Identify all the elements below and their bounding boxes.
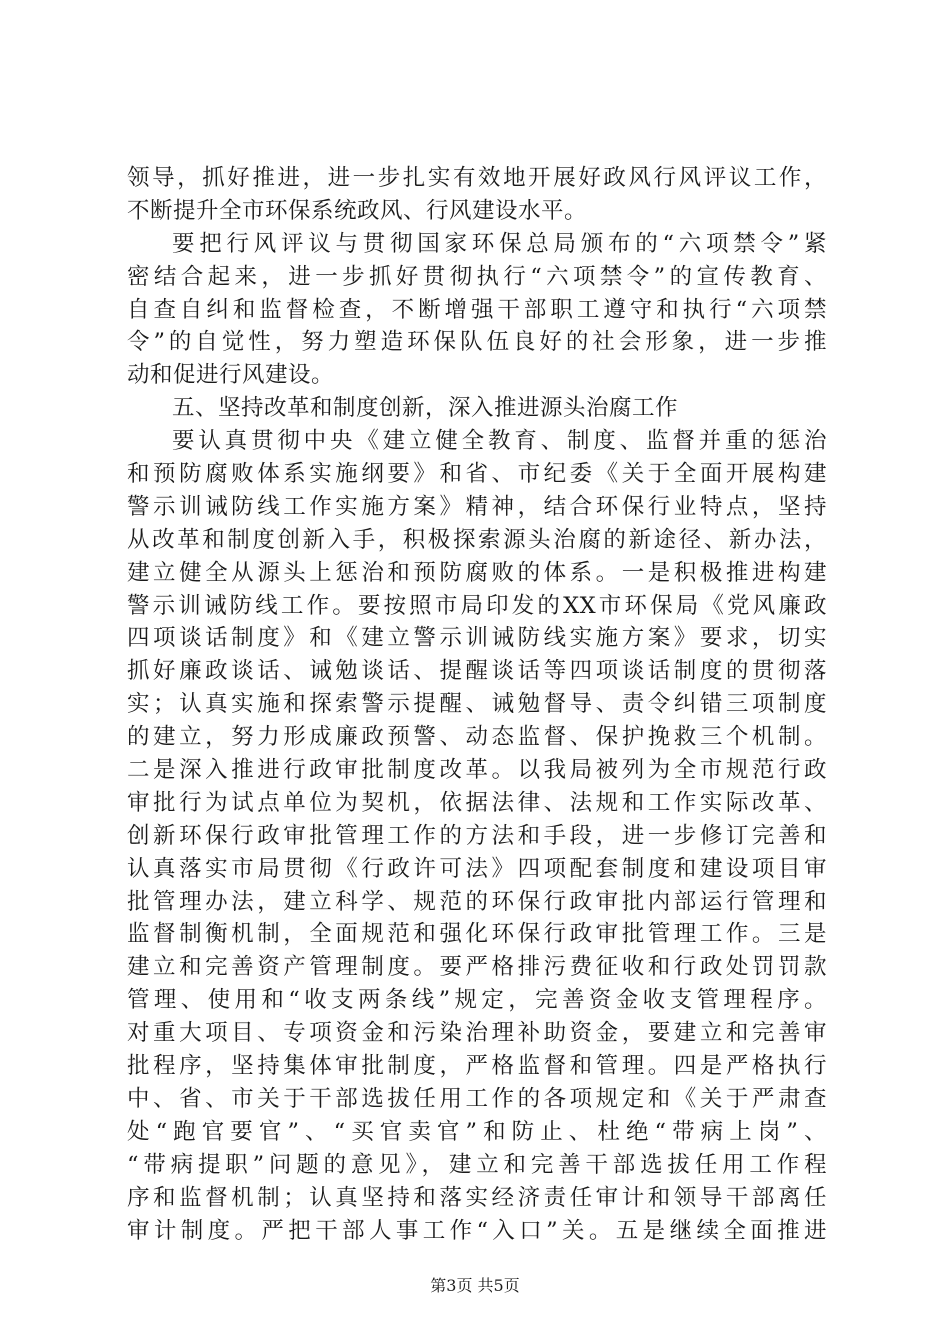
text-line: 和预防腐败体系实施纲要》和省、市纪委《关于全面开展构建 (127, 461, 827, 488)
text-line: 要把行风评议与贯彻国家环保总局颁布的“六项禁令”紧 (172, 230, 827, 257)
text-line: 密结合起来，进一步抓好贯彻执行“六项禁令”的宣传教育、 (127, 263, 827, 290)
section-heading: 五、坚持改革和制度创新，深入推进源头治腐工作 (172, 395, 679, 422)
text-line: 对重大项目、专项资金和污染治理补助资金，要建立和完善审 (127, 1020, 827, 1047)
text-line: 从改革和制度创新入手，积极探索源头治腐的新途径、新办法， (127, 526, 827, 553)
text-line: 序和监督机制；认真坚持和落实经济责任审计和领导干部离任 (127, 1184, 827, 1211)
text-line: 警示训诫防线工作实施方案》精神，结合环保行业特点，坚持 (127, 493, 827, 520)
text-line: 抓好廉政谈话、诫勉谈话、提醒谈话等四项谈话制度的贯彻落 (127, 658, 827, 685)
text-line: 管理、使用和“收支两条线”规定，完善资金收支管理程序。 (127, 987, 827, 1014)
text-line: 中、省、市关于干部选拔任用工作的各项规定和《关于严肃查 (127, 1085, 827, 1112)
text-line: 创新环保行政审批管理工作的方法和手段，进一步修订完善和 (127, 822, 827, 849)
text-line: 领导，抓好推进，进一步扎实有效地开展好政风行风评议工作， (127, 165, 827, 191)
text-line: 不断提升全市环保系统政风、行风建设水平。 (127, 197, 588, 224)
page-number: 第3页 共5页 (430, 1276, 520, 1295)
text-line: 处“跑官要官”、“买官卖官”和防止、杜绝“带病上岗”、 (127, 1118, 827, 1145)
text-line: 警示训诫防线工作。要按照市局印发的XX市环保局《党风廉政 (127, 592, 827, 619)
text-line: 四项谈话制度》和《建立警示训诫防线实施方案》要求，切实 (127, 625, 827, 652)
text-line: 认真落实市局贯彻《行政许可法》四项配套制度和建设项目审 (127, 855, 827, 882)
text-line: 的建立，努力形成廉政预警、动态监督、保护挽救三个机制。 (127, 724, 827, 751)
text-line: 审计制度。严把干部人事工作“入口”关。五是继续全面推进 (127, 1217, 827, 1244)
text-line: 审批行为试点单位为契机，依据法律、法规和工作实际改革、 (127, 789, 827, 816)
text-line: “带病提职”问题的意见》，建立和完善干部选拔任用工作程 (127, 1151, 827, 1178)
text-line: 令”的自觉性，努力塑造环保队伍良好的社会形象，进一步推 (127, 329, 827, 356)
text-line: 建立健全从源头上惩治和预防腐败的体系。一是积极推进构建 (127, 559, 827, 586)
text-line: 建立和完善资产管理制度。要严格排污费征收和行政处罚罚款 (127, 954, 827, 981)
body-text (127, 162, 827, 1247)
text-line: 二是深入推进行政审批制度改革。以我局被列为全市规范行政 (127, 757, 827, 784)
text-line: 要认真贯彻中央《建立健全教育、制度、监督并重的惩治 (172, 428, 827, 455)
text-line: 实；认真实施和探索警示提醒、诫勉督导、责令纠错三项制度 (127, 691, 827, 718)
text-line: 批程序，坚持集体审批制度，严格监督和管理。四是严格执行 (127, 1053, 827, 1080)
text-line: 监督制衡机制，全面规范和强化环保行政审批管理工作。三是 (127, 921, 827, 948)
text-line: 批管理办法，建立科学、规范的环保行政审批内部运行管理和 (127, 888, 827, 915)
text-line: 自查自纠和监督检查，不断增强干部职工遵守和执行“六项禁 (127, 296, 827, 323)
text-line: 动和促进行风建设。 (127, 362, 335, 389)
